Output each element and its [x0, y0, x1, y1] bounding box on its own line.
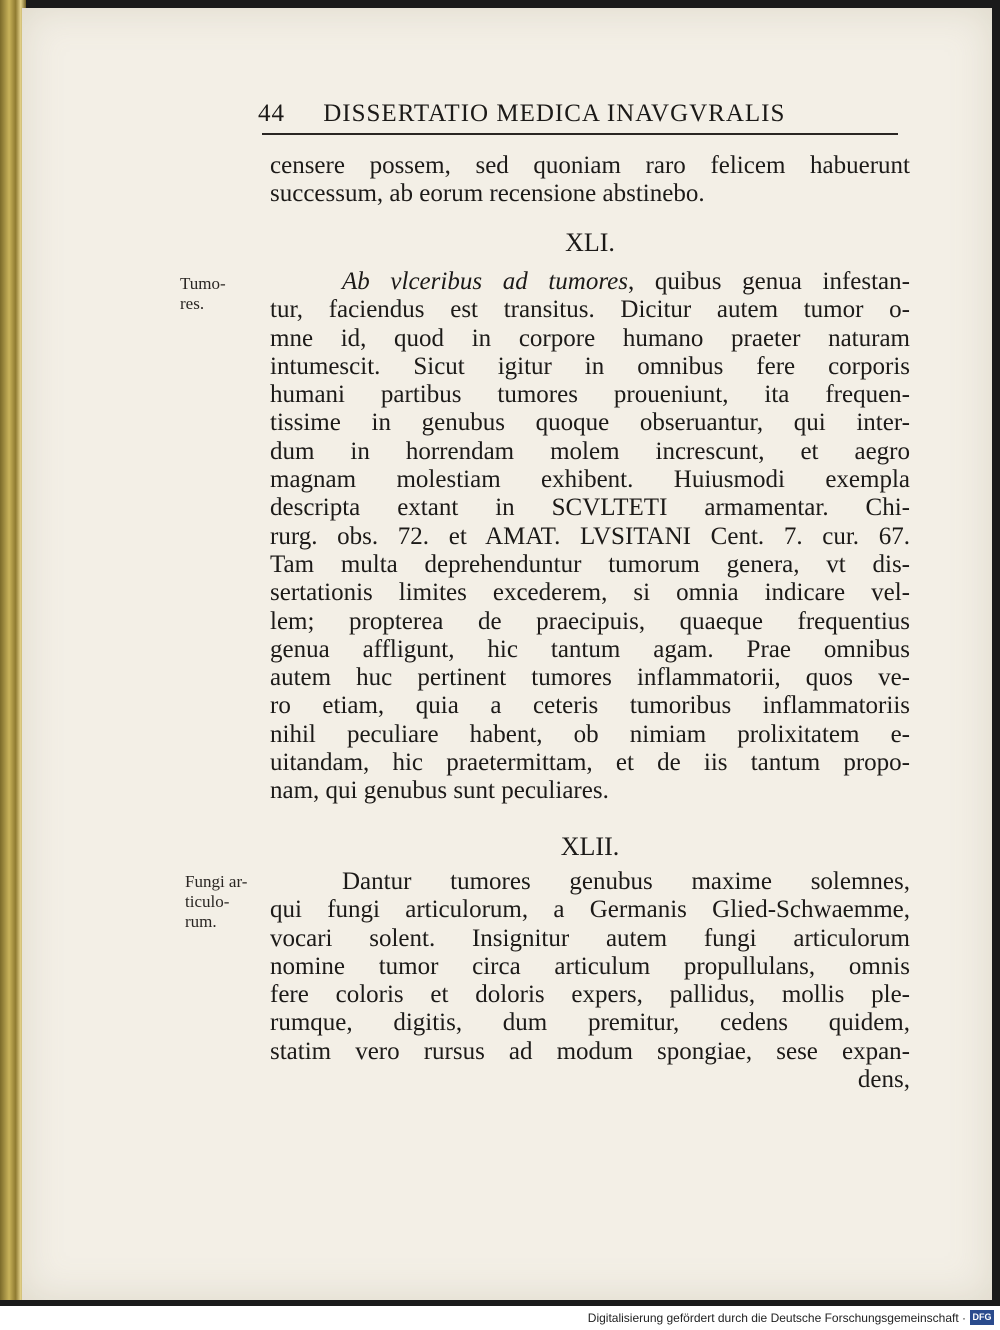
running-header: [258, 100, 918, 128]
text-fragment: , quibus genua infestan-: [627, 268, 910, 295]
text-line: successum, ab eorum recensione abstinebo.: [270, 180, 705, 208]
text-line: magnam molestiam exhibent. Huiusmodi exempla: [270, 466, 910, 494]
text-line: nomine tumor circa articulum propullulans, omnis: [270, 952, 910, 980]
text-line: humani partibus tumores proueniunt, ita frequen-: [270, 381, 910, 409]
paragraph-continued: [270, 152, 910, 209]
section-heading-xli: XLI.: [565, 228, 615, 257]
margin-note-tumores: [180, 274, 226, 314]
section-heading-xlii: XLII.: [560, 832, 620, 861]
catchword: dens,: [857, 1066, 910, 1094]
text-line: qui fungi articulorum, a Germanis Glied-Schwaemme,: [270, 896, 910, 924]
footer-bar: [0, 1306, 1000, 1330]
paragraph-xlii: [270, 868, 910, 1094]
text-line: tur, faciendus est transitus. Dicitur autem tumor o-: [270, 296, 910, 324]
margin-note-line: Fungi ar-: [185, 872, 248, 891]
text-line: rumque, digitis, dum premitur, cedens quidem,: [270, 1009, 910, 1037]
header-rule: [262, 133, 898, 135]
text-line: censere possem, sed quoniam raro felicem habuerunt: [270, 152, 910, 179]
text-line: Dantur tumores genubus maxime solemnes,: [342, 868, 910, 895]
text-line: rurg. obs. 72. et AMAT. LVSITANI Cent. 7. cur. 67.: [270, 522, 910, 550]
funding-notice: Digitalisierung gefördert durch die Deutsche Forschungsgemeinschaft ·: [587, 1311, 966, 1325]
text-line: nam, qui genubus sunt peculiares.: [270, 777, 609, 805]
margin-note-line: rum.: [185, 912, 217, 931]
italic-phrase: Ab vlceribus ad tumores: [342, 268, 628, 295]
text-line: tissime in genubus quoque obseruantur, qui inter-: [270, 409, 910, 437]
text-line: vocari solent. Insignitur autem fungi articulorum: [270, 924, 910, 952]
text-line: [270, 268, 910, 296]
dfg-logo: DFG: [970, 1310, 994, 1325]
text-line: ro etiam, quia a ceteris tumoribus inflammatoriis: [270, 692, 910, 720]
margin-note-line: res.: [180, 294, 205, 313]
text-line: statim vero rursus ad modum spongiae, sese expan-: [270, 1037, 910, 1065]
text-line: nihil peculiare habent, ob nimiam prolixitatem e-: [270, 720, 910, 748]
text-line: descripta extant in SCVLTETI armamentar. Chi-: [270, 494, 910, 522]
text-line: fere coloris et doloris expers, pallidus, mollis ple-: [270, 981, 910, 1009]
running-title: DISSERTATIO MEDICA INAVGVRALIS: [323, 100, 786, 127]
text-line: genua affligunt, hic tantum agam. Prae omnibus: [270, 635, 910, 663]
text-line: Tam multa deprehenduntur tumorum genera, vt dis-: [270, 550, 910, 578]
margin-note-line: Tumo-: [180, 274, 226, 293]
text-line: uitandam, hic praetermittam, et de iis tantum propo-: [270, 749, 910, 777]
margin-note-line: ticulo-: [185, 892, 230, 911]
text-line: intumescit. Sicut igitur in omnibus fere corporis: [270, 352, 910, 380]
text-line: autem huc pertinent tumores inflammatorii, quos ve-: [270, 664, 910, 692]
text-line: mne id, quod in corpore humano praeter naturam: [270, 324, 910, 352]
margin-note-fungi: [185, 872, 247, 932]
paragraph-xli: [270, 268, 910, 806]
text-line: sertationis limites excederem, si omnia indicare vel-: [270, 579, 910, 607]
page-number: 44: [258, 100, 285, 127]
text-line: dum in horrendam molem increscunt, et aegro: [270, 437, 910, 465]
text-line: lem; propterea de praecipuis, quaeque frequentius: [270, 607, 910, 635]
